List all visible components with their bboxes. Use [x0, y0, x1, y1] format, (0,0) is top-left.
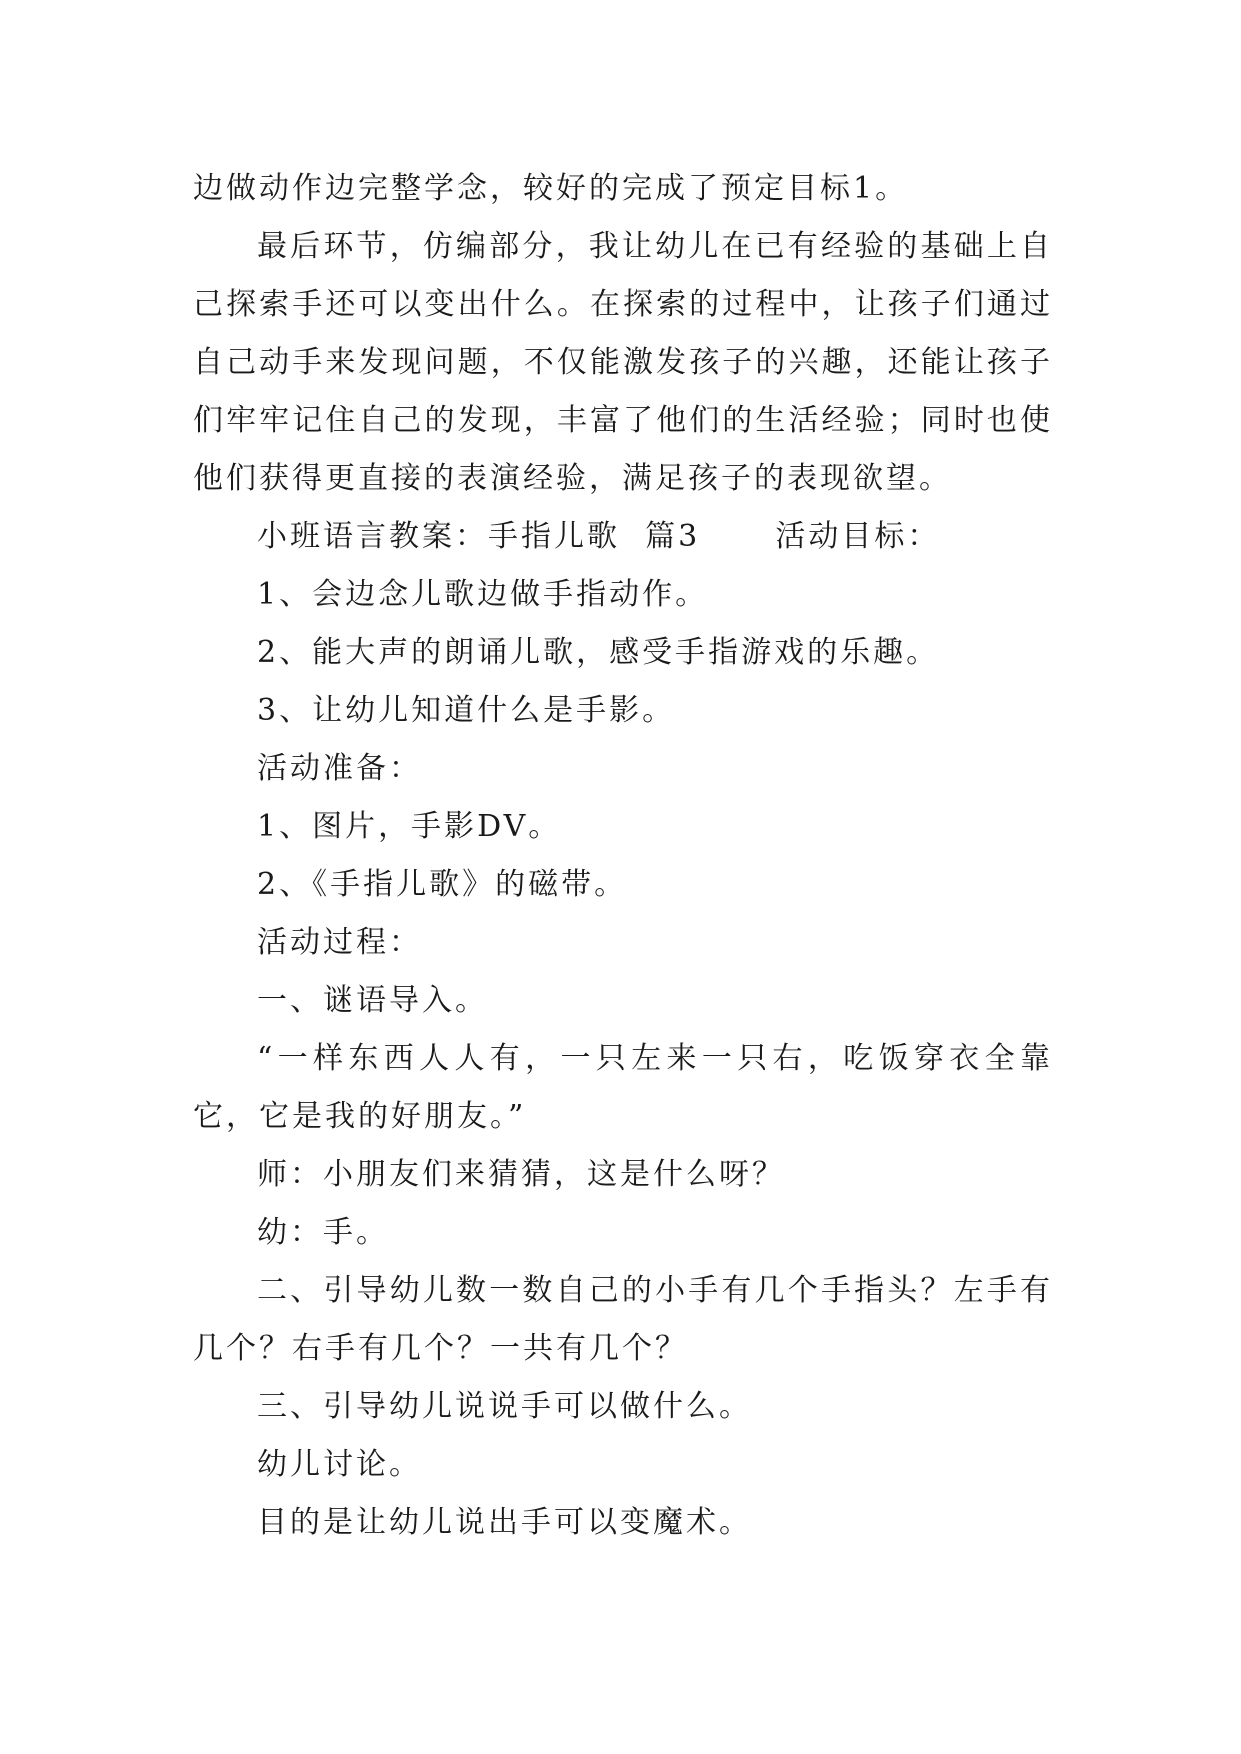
paragraph: 目的是让幼儿说出手可以变魔术。 [257, 1505, 752, 1540]
paragraph: 最后环节，仿编部分，我让幼儿在已有经验的基础上自己探索手还可以变出什么。在探索的过程中，让孩子们通过自己动手来发现问题，不仅能激发孩子的兴趣，还能让孩子们牢牢记住自己的发现，丰富了他们的生活经验；同时也使他们获得更直接的表演经验，满足孩子的表现欲望。 [193, 229, 1053, 496]
riddle-quote: “一样东西人人有，一只左来一只右，吃饭穿衣全靠它，它是我的好朋友。” [193, 1041, 1053, 1134]
paragraph: 边做动作边完整学念，较好的完成了预定目标1。 [193, 171, 909, 206]
section-heading: 小班语言教案：手指儿歌 篇3 活动目标： [257, 519, 941, 554]
dialogue-line: 师：小朋友们来猜猜，这是什么呀？ [257, 1157, 785, 1192]
list-item: 2、能大声的朗诵儿歌，感受手指游戏的乐趣。 [257, 635, 940, 670]
step-heading: 三、引导幼儿说说手可以做什么。 [257, 1389, 752, 1424]
paragraph: 幼儿讨论。 [257, 1447, 422, 1482]
section-label: 活动准备： [257, 751, 422, 786]
step-heading: 二、引导幼儿数一数自己的小手有几个手指头？左手有几个？右手有几个？一共有几个？ [193, 1273, 1053, 1366]
dialogue-line: 幼：手。 [257, 1215, 389, 1250]
document-body [193, 160, 1053, 1552]
list-item: 3、让幼儿知道什么是手影。 [257, 693, 676, 728]
step-heading: 一、谜语导入。 [257, 983, 488, 1018]
list-item: 2、《手指儿歌》的磁带。 [257, 867, 628, 902]
list-item: 1、图片，手影DV。 [257, 809, 562, 844]
section-label: 活动过程： [257, 925, 422, 960]
list-item: 1、会边念儿歌边做手指动作。 [257, 577, 709, 612]
